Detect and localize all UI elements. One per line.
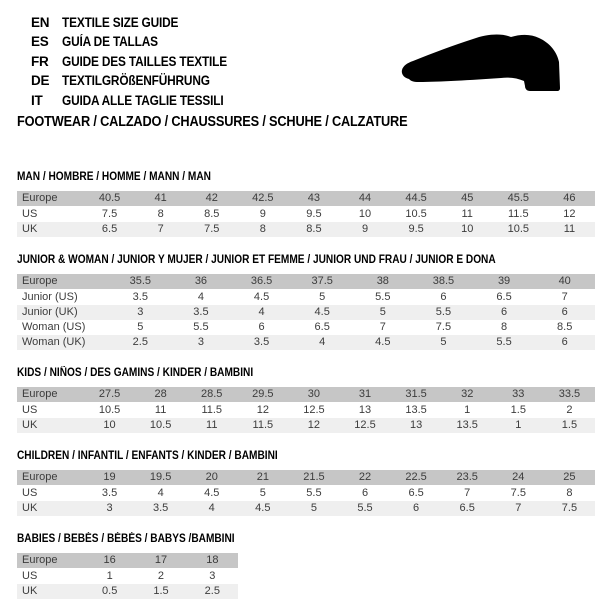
size-cell: 6	[534, 335, 595, 350]
size-cell: 8	[135, 207, 186, 223]
size-cell: 10.5	[135, 418, 186, 433]
size-cell: 8.5	[186, 207, 237, 223]
size-cell: 44.5	[391, 191, 442, 207]
size-cell: 6.5	[391, 486, 442, 502]
size-cell: 5.5	[353, 290, 414, 306]
section-title	[17, 171, 595, 184]
size-cell: 3.5	[171, 305, 232, 320]
size-cell: 12	[288, 418, 339, 433]
table-row	[17, 274, 595, 290]
size-cell: 2	[135, 569, 186, 585]
size-cell: 11	[544, 222, 595, 237]
section-title-text: CHILDREN / INFANTIL / ENFANTS / KINDER / BAMBINI	[17, 450, 278, 463]
row-label: Europe	[17, 387, 84, 403]
row-label: Europe	[17, 470, 84, 486]
size-cell: 11.5	[186, 403, 237, 419]
size-cell: 7.5	[493, 486, 544, 502]
size-cell: 3.5	[231, 335, 292, 350]
category-title-text: FOOTWEAR / CALZADO / CHAUSSURES / SCHUHE / CALZATURE	[17, 114, 408, 131]
row-label: UK	[17, 222, 84, 237]
size-cell: 6	[534, 305, 595, 320]
row-label: Woman (UK)	[17, 335, 110, 350]
size-cell: 10.5	[84, 403, 135, 419]
table-row	[17, 470, 595, 486]
row-label: US	[17, 403, 84, 419]
size-cell: 28	[135, 387, 186, 403]
row-label: Junior (US)	[17, 290, 110, 306]
row-label: Woman (US)	[17, 320, 110, 335]
size-cell: 31.5	[391, 387, 442, 403]
size-cell: 31	[339, 387, 390, 403]
size-cell: 39	[474, 274, 535, 290]
section-title	[17, 367, 595, 380]
language-code: IT	[31, 92, 43, 108]
size-cell: 38.5	[413, 274, 474, 290]
size-cell: 33	[493, 387, 544, 403]
dress-shoe-icon	[398, 33, 575, 95]
size-cell: 2	[544, 403, 595, 419]
size-cell: 7.5	[413, 320, 474, 335]
size-cell: 3	[171, 335, 232, 350]
size-cell: 22	[339, 470, 390, 486]
size-cell: 7	[442, 486, 493, 502]
size-cell: 1	[84, 569, 135, 585]
size-cell: 19	[84, 470, 135, 486]
language-row-en	[31, 13, 595, 32]
size-cell: 1.5	[493, 403, 544, 419]
size-table	[17, 470, 595, 516]
language-label: GUIDE DES TAILLES TEXTILE	[62, 53, 228, 69]
section-title-text: MAN / HOMBRE / HOMME / MANN / MAN	[17, 171, 211, 184]
size-cell: 10	[84, 418, 135, 433]
size-cell: 4.5	[353, 335, 414, 350]
size-cell: 4.5	[231, 290, 292, 306]
category-title	[17, 114, 595, 131]
size-cell: 7.5	[84, 207, 135, 223]
size-table	[17, 387, 595, 433]
size-cell: 6.5	[292, 320, 353, 335]
size-table	[17, 191, 595, 237]
size-cell: 24	[493, 470, 544, 486]
size-table-section	[17, 254, 595, 350]
size-cell: 3	[187, 569, 238, 585]
size-cell: 13.5	[391, 403, 442, 419]
row-label: US	[17, 486, 84, 502]
size-cell: 6.5	[84, 222, 135, 237]
size-cell: 5	[288, 501, 339, 516]
size-cell: 12.5	[339, 418, 390, 433]
size-cell: 4.5	[292, 305, 353, 320]
size-cell: 13	[391, 418, 442, 433]
size-cell: 17	[135, 553, 186, 569]
table-row	[17, 320, 595, 335]
size-cell: 1	[442, 403, 493, 419]
size-cell: 13	[339, 403, 390, 419]
size-cell: 6	[474, 305, 535, 320]
size-cell: 7	[493, 501, 544, 516]
language-code: FR	[31, 53, 49, 69]
size-cell: 33.5	[544, 387, 595, 403]
size-cell: 19.5	[135, 470, 186, 486]
size-cell: 4	[231, 305, 292, 320]
size-cell: 5	[292, 290, 353, 306]
size-cell: 4	[171, 290, 232, 306]
size-cell: 40.5	[84, 191, 135, 207]
size-cell: 20	[186, 470, 237, 486]
size-cell: 10	[442, 222, 493, 237]
table-row	[17, 553, 238, 569]
size-cell: 5	[353, 305, 414, 320]
size-cell: 4.5	[237, 501, 288, 516]
row-label: Europe	[17, 274, 110, 290]
size-cell: 42	[186, 191, 237, 207]
size-cell: 43	[288, 191, 339, 207]
size-cell: 6	[339, 486, 390, 502]
table-row	[17, 403, 595, 419]
size-cell: 30	[288, 387, 339, 403]
size-cell: 8	[544, 486, 595, 502]
size-cell: 9	[339, 222, 390, 237]
size-cell: 1.5	[135, 584, 186, 599]
size-tables-container	[17, 171, 595, 599]
size-cell: 3.5	[110, 290, 171, 306]
table-row	[17, 290, 595, 306]
size-cell: 18	[187, 553, 238, 569]
size-cell: 3.5	[84, 486, 135, 502]
size-cell: 1.5	[544, 418, 595, 433]
size-cell: 32	[442, 387, 493, 403]
size-cell: 29.5	[237, 387, 288, 403]
row-label: UK	[17, 418, 84, 433]
size-cell: 5.5	[339, 501, 390, 516]
size-cell: 37.5	[292, 274, 353, 290]
size-cell: 12	[237, 403, 288, 419]
size-cell: 7.5	[544, 501, 595, 516]
size-table	[17, 553, 238, 599]
size-cell: 7	[135, 222, 186, 237]
size-cell: 5.5	[413, 305, 474, 320]
row-label: UK	[17, 584, 84, 599]
size-cell: 5	[110, 320, 171, 335]
size-cell: 46	[544, 191, 595, 207]
size-cell: 36.5	[231, 274, 292, 290]
size-cell: 0.5	[84, 584, 135, 599]
size-cell: 42.5	[237, 191, 288, 207]
size-cell: 9	[237, 207, 288, 223]
size-cell: 8	[237, 222, 288, 237]
size-cell: 41	[135, 191, 186, 207]
size-cell: 11	[442, 207, 493, 223]
language-code: ES	[31, 34, 49, 50]
table-row	[17, 486, 595, 502]
table-row	[17, 501, 595, 516]
size-cell: 11	[135, 403, 186, 419]
size-cell: 35.5	[110, 274, 171, 290]
size-cell: 5.5	[474, 335, 535, 350]
size-cell: 8.5	[288, 222, 339, 237]
size-cell: 8	[474, 320, 535, 335]
size-table-section	[17, 533, 595, 599]
table-row	[17, 222, 595, 237]
size-cell: 2.5	[110, 335, 171, 350]
size-cell: 1	[493, 418, 544, 433]
size-cell: 6.5	[442, 501, 493, 516]
table-row	[17, 207, 595, 223]
size-table-section	[17, 171, 595, 237]
language-label: TEXTILE SIZE GUIDE	[62, 15, 179, 30]
row-label: Junior (UK)	[17, 305, 110, 320]
size-cell: 3	[84, 501, 135, 516]
row-label: Europe	[17, 553, 84, 569]
size-cell: 4	[292, 335, 353, 350]
size-cell: 38	[353, 274, 414, 290]
size-cell: 45	[442, 191, 493, 207]
size-cell: 36	[171, 274, 232, 290]
size-cell: 11.5	[493, 207, 544, 223]
table-row	[17, 305, 595, 320]
size-cell: 10.5	[493, 222, 544, 237]
size-cell: 21	[237, 470, 288, 486]
table-row	[17, 418, 595, 433]
size-cell: 13.5	[442, 418, 493, 433]
size-cell: 16	[84, 553, 135, 569]
size-table-section	[17, 367, 595, 433]
section-title-text: JUNIOR & WOMAN / JUNIOR Y MUJER / JUNIOR ET FEMME / JUNIOR UND FRAU / JUNIOR E DONA	[17, 254, 496, 267]
size-cell: 6	[391, 501, 442, 516]
size-cell: 5.5	[171, 320, 232, 335]
language-label: GUIDA ALLE TAGLIE TESSILI	[62, 92, 224, 108]
table-row	[17, 569, 238, 585]
size-table	[17, 274, 595, 350]
size-cell: 11	[186, 418, 237, 433]
size-cell: 11.5	[237, 418, 288, 433]
size-cell: 21.5	[288, 470, 339, 486]
size-cell: 28.5	[186, 387, 237, 403]
size-cell: 5	[413, 335, 474, 350]
language-code: EN	[31, 15, 50, 30]
size-cell: 40	[534, 274, 595, 290]
section-title	[17, 533, 595, 546]
size-cell: 5	[237, 486, 288, 502]
table-row	[17, 191, 595, 207]
row-label: UK	[17, 501, 84, 516]
language-label: TEXTILGRÖßENFÜHRUNG	[62, 73, 210, 89]
section-title-text: KIDS / NIÑOS / DES GAMINS / KINDER / BAMBINI	[17, 367, 254, 380]
size-cell: 7	[353, 320, 414, 335]
size-cell: 3	[110, 305, 171, 320]
table-row	[17, 584, 238, 599]
size-cell: 9.5	[288, 207, 339, 223]
size-table-section	[17, 450, 595, 516]
size-cell: 2.5	[187, 584, 238, 599]
size-cell: 23.5	[442, 470, 493, 486]
size-cell: 4	[135, 486, 186, 502]
language-label: GUÍA DE TALLAS	[62, 34, 158, 50]
section-title-text: BABIES / BEBÉS / BÉBÉS / BABYS /BAMBINI	[17, 533, 235, 546]
table-row	[17, 387, 595, 403]
size-cell: 22.5	[391, 470, 442, 486]
size-cell: 7.5	[186, 222, 237, 237]
size-cell: 9.5	[391, 222, 442, 237]
row-label: US	[17, 207, 84, 223]
size-cell: 45.5	[493, 191, 544, 207]
size-cell: 10.5	[391, 207, 442, 223]
section-title	[17, 254, 595, 267]
row-label: US	[17, 569, 84, 585]
row-label: Europe	[17, 191, 84, 207]
section-title	[17, 450, 595, 463]
size-cell: 5.5	[288, 486, 339, 502]
size-cell: 6	[231, 320, 292, 335]
size-cell: 6	[413, 290, 474, 306]
table-row	[17, 335, 595, 350]
size-cell: 12	[544, 207, 595, 223]
size-cell: 3.5	[135, 501, 186, 516]
size-cell: 4	[186, 501, 237, 516]
size-cell: 25	[544, 470, 595, 486]
size-cell: 4.5	[186, 486, 237, 502]
size-cell: 27.5	[84, 387, 135, 403]
size-cell: 7	[534, 290, 595, 306]
size-cell: 44	[339, 191, 390, 207]
size-cell: 8.5	[534, 320, 595, 335]
size-cell: 6.5	[474, 290, 535, 306]
size-cell: 12.5	[288, 403, 339, 419]
language-code: DE	[31, 73, 50, 89]
size-cell: 10	[339, 207, 390, 223]
